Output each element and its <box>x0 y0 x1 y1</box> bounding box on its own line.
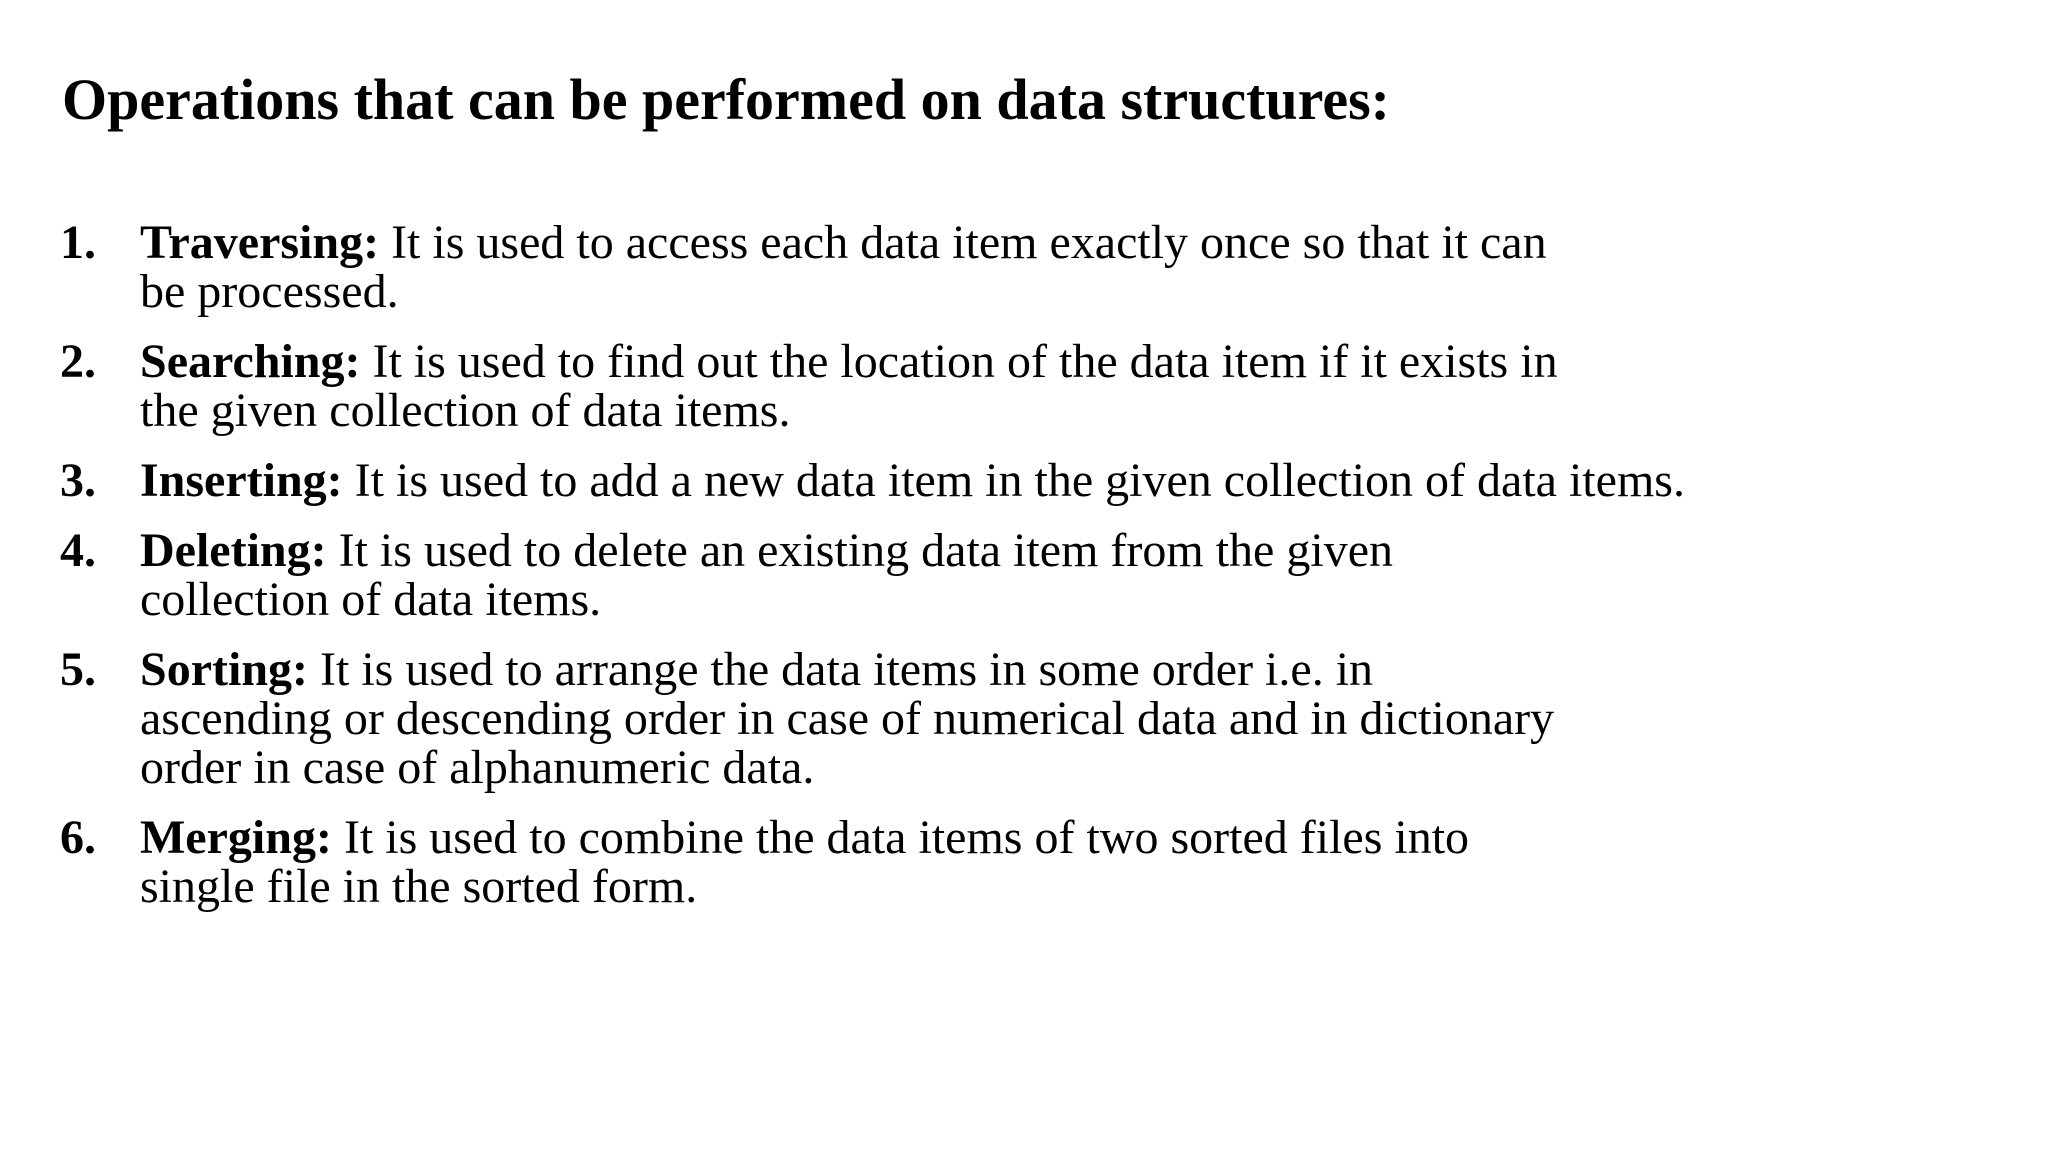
operation-line: collection of data items. <box>140 573 602 626</box>
operation-line <box>140 813 1960 862</box>
slide-title-text: Operations that can be performed on data structures <box>62 67 1371 132</box>
operation-name: Traversing: <box>140 216 380 269</box>
operation-name: Sorting: <box>140 643 308 696</box>
operation-text: It is used to find out the location of the data item if it exists in <box>360 335 1558 388</box>
operation-item <box>60 526 1960 624</box>
operation-number: 4. <box>60 524 96 577</box>
operation-line <box>140 645 1960 694</box>
operation-description <box>140 337 1960 435</box>
operation-number: 5. <box>60 643 96 696</box>
operation-text: It is used to delete an existing data item from the given <box>326 524 1393 577</box>
operation-description <box>140 526 1960 624</box>
operation-number: 2. <box>60 335 96 388</box>
operation-line <box>140 337 1960 386</box>
operation-item <box>60 456 1960 505</box>
operation-description <box>140 645 1960 792</box>
operation-description <box>140 813 1960 911</box>
operation-line: ascending or descending order in case of numerical data and in dictionary <box>140 692 1555 745</box>
operation-line <box>140 456 1960 505</box>
operation-number: 1. <box>60 216 96 269</box>
operation-item <box>60 645 1960 792</box>
operation-item <box>60 813 1960 911</box>
operation-text: It is used to arrange the data items in some order i.e. in <box>308 643 1374 696</box>
operation-text: It is used to access each data item exactly once so that it can <box>379 216 1547 269</box>
operation-line: order in case of alphanumeric data. <box>140 741 815 794</box>
operation-item <box>60 218 1960 316</box>
slide-title <box>62 62 1390 138</box>
operation-text: It is used to combine the data items of two sorted files into <box>331 811 1470 864</box>
operation-description <box>140 218 1960 316</box>
operation-line <box>140 218 1960 267</box>
operation-description <box>140 456 1960 505</box>
operation-line <box>140 526 1960 575</box>
operations-list <box>60 218 1960 932</box>
slide-title-colon: : <box>1370 67 1390 132</box>
operation-number: 3. <box>60 454 96 507</box>
operation-item <box>60 337 1960 435</box>
operation-line: the given collection of data items. <box>140 384 791 437</box>
operation-line: single file in the sorted form. <box>140 860 698 913</box>
operation-name: Inserting: <box>140 454 343 507</box>
operation-text: It is used to add a new data item in the given collection of data items. <box>342 454 1685 507</box>
operation-line: be processed. <box>140 265 399 318</box>
operation-name: Deleting: <box>140 524 327 577</box>
operation-number: 6. <box>60 811 96 864</box>
operation-name: Searching: <box>140 335 361 388</box>
operation-name: Merging: <box>140 811 332 864</box>
